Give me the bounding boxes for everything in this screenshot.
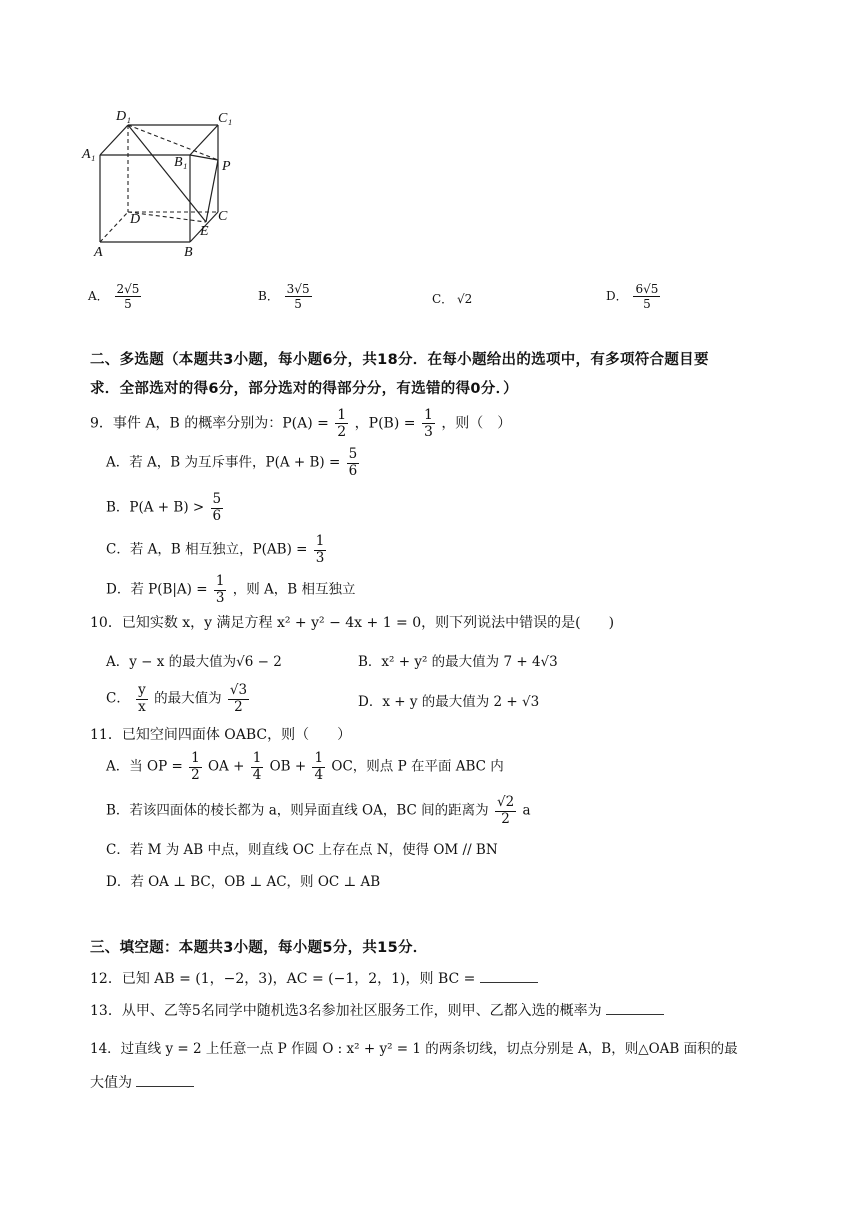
q10-option-c[interactable] [106, 684, 251, 714]
q8-b-den: 5 [294, 297, 302, 311]
q8-d-den: 5 [643, 297, 651, 311]
q14-line2 [90, 1072, 194, 1092]
q11-b-post: a [522, 802, 531, 819]
q9-stem [90, 408, 511, 439]
q8-a-num: 2√5 [116, 282, 140, 296]
q11-option-c[interactable]: C．若 M 为 AB 中点，则直线 OC 上存在点 N，使得 OM // BN [106, 842, 498, 858]
q11-a-f3n: 1 [314, 750, 324, 766]
cube-figure [80, 100, 250, 265]
q9-a-num: 5 [348, 446, 358, 462]
q10-c-num: y [138, 682, 146, 698]
q11-a-mid2: OB + [269, 758, 307, 775]
q10-option-a[interactable]: A．y − x 的最大值为√6 − 2 [106, 654, 282, 670]
q11-a-f2n: 1 [252, 750, 262, 766]
q11-b-pre: B．若该四面体的棱长都为 a，则异面直线 OA，BC 间的距离为 [106, 802, 489, 819]
q9-option-c[interactable] [106, 535, 328, 565]
q9-pa-num: 1 [337, 407, 347, 423]
q9-b-den: 6 [212, 507, 222, 524]
q9-stem-c: ，则（ ） [441, 415, 512, 432]
q9-d-num: 1 [215, 573, 225, 589]
q11-a-f3d: 4 [314, 766, 324, 783]
q9-option-d[interactable] [106, 575, 356, 605]
q9-d-den: 3 [215, 589, 225, 606]
section2-line1: 二、多选题（本题共3小题，每小题6分，共18分．在每小题给出的选项中，有多项符合题目要 [90, 352, 709, 368]
q9-pb-num: 1 [423, 407, 433, 423]
q9-d-post: ，则 A，B 相互独立 [232, 581, 356, 598]
q9-stem-b: ，P(B) = [354, 415, 416, 432]
q13 [90, 1000, 664, 1020]
q8-choice-d[interactable] [606, 283, 662, 310]
label-d: D [130, 212, 141, 227]
label-a: A [94, 245, 103, 260]
q12 [90, 968, 538, 988]
q14-line2-text: 大值为 [90, 1075, 132, 1091]
section2-line2: 求．全部选对的得6分，部分选对的得部分分，有选错的得0分．） [90, 381, 518, 397]
q11-a-f2d: 4 [252, 766, 262, 783]
q10-c-den: x [138, 698, 146, 715]
q9-c-num: 1 [315, 533, 325, 549]
q10-c-pre: C． [106, 690, 130, 707]
q11-a-post: OC，则点 P 在平面 ABC 内 [331, 758, 504, 775]
label-p: P [222, 159, 231, 174]
q11-a-f1d: 2 [191, 766, 200, 783]
q11-option-b[interactable] [106, 796, 531, 826]
q10-c-den2: 2 [234, 698, 243, 715]
q11-b-num: √2 [496, 794, 515, 810]
q9-option-b[interactable] [106, 493, 225, 523]
q8-choice-b-letter: B． [258, 289, 279, 303]
q12-text: 12．已知 AB = (1，−2，3)，AC = (−1，2，1)，则 BC = [90, 971, 476, 987]
q10-stem: 10．已知实数 x，y 满足方程 x² + y² − 4x + 1 = 0，则下列说法中错误的是( ) [90, 615, 615, 631]
section3-title: 三、填空题：本题共3小题，每小题5分，共15分． [90, 940, 428, 956]
q9-a-text: A．若 A，B 为互斥事件，P(A + B) = [106, 454, 341, 471]
q8-choice-b[interactable] [258, 283, 314, 310]
q9-option-a[interactable] [106, 448, 361, 478]
q9-stem-a: 9．事件 A，B 的概率分别为：P(A) = [90, 415, 329, 432]
label-c1: C₁ [218, 111, 233, 126]
q11-a-pre: A．当 OP = [106, 758, 183, 775]
label-b: B [184, 245, 193, 260]
label-b1: B₁ [174, 155, 188, 170]
q8-d-num: 6√5 [635, 282, 659, 296]
q9-a-den: 6 [348, 462, 358, 479]
q10-option-d[interactable]: D．x + y 的最大值为 2 + √3 [358, 694, 540, 710]
q9-pb-den: 3 [423, 424, 433, 440]
q9-pa-den: 2 [337, 424, 347, 440]
q10-c-mid: 的最大值为 [154, 690, 222, 707]
q11-a-f1n: 1 [191, 750, 200, 766]
q9-d-text: D．若 P(B|A) = [106, 581, 208, 598]
label-e: E [200, 224, 209, 239]
q12-answer-blank[interactable] [480, 972, 538, 983]
q14-answer-blank[interactable] [136, 1076, 194, 1087]
q9-c-text: C．若 A，B 相互独立，P(AB) = [106, 541, 308, 558]
q9-b-num: 5 [212, 491, 222, 507]
q9-b-text: B．P(A + B) > [106, 499, 205, 516]
q10-option-b[interactable]: B．x² + y² 的最大值为 7 + 4√3 [358, 654, 558, 670]
label-a1: A₁ [82, 147, 96, 162]
q10-c-num2: √3 [229, 682, 248, 698]
q8-b-num: 3√5 [286, 282, 310, 296]
q8-choice-a[interactable] [88, 283, 143, 310]
q11-b-den: 2 [501, 810, 510, 827]
q13-text: 13．从甲、乙等5名同学中随机选3名参加社区服务工作，则甲、乙都入选的概率为 [90, 1003, 602, 1019]
q14-line1: 14．过直线 y = 2 上任意一点 P 作圆 O : x² + y² = 1 的两条切线，切点分别是 A，B，则△OAB 面积的最 [90, 1041, 738, 1057]
q8-choice-d-letter: D． [606, 289, 628, 303]
label-d1: D₁ [116, 109, 131, 124]
q8-choice-c[interactable] [432, 290, 472, 307]
q11-option-d[interactable]: D．若 OA ⊥ BC，OB ⊥ AC，则 OC ⊥ AB [106, 874, 381, 890]
q11-stem: 11．已知空间四面体 OABC，则（ ） [90, 727, 352, 743]
q11-option-a[interactable] [106, 752, 504, 782]
label-c: C [218, 209, 228, 224]
q8-choice-a-letter: A． [88, 289, 109, 303]
q8-a-den: 5 [124, 297, 132, 311]
q9-c-den: 3 [315, 549, 325, 566]
q13-answer-blank[interactable] [606, 1004, 664, 1015]
q8-choice-c-letter: C． [432, 292, 454, 306]
q8-c-value: √2 [457, 292, 473, 306]
q11-a-mid1: OA + [207, 758, 245, 775]
